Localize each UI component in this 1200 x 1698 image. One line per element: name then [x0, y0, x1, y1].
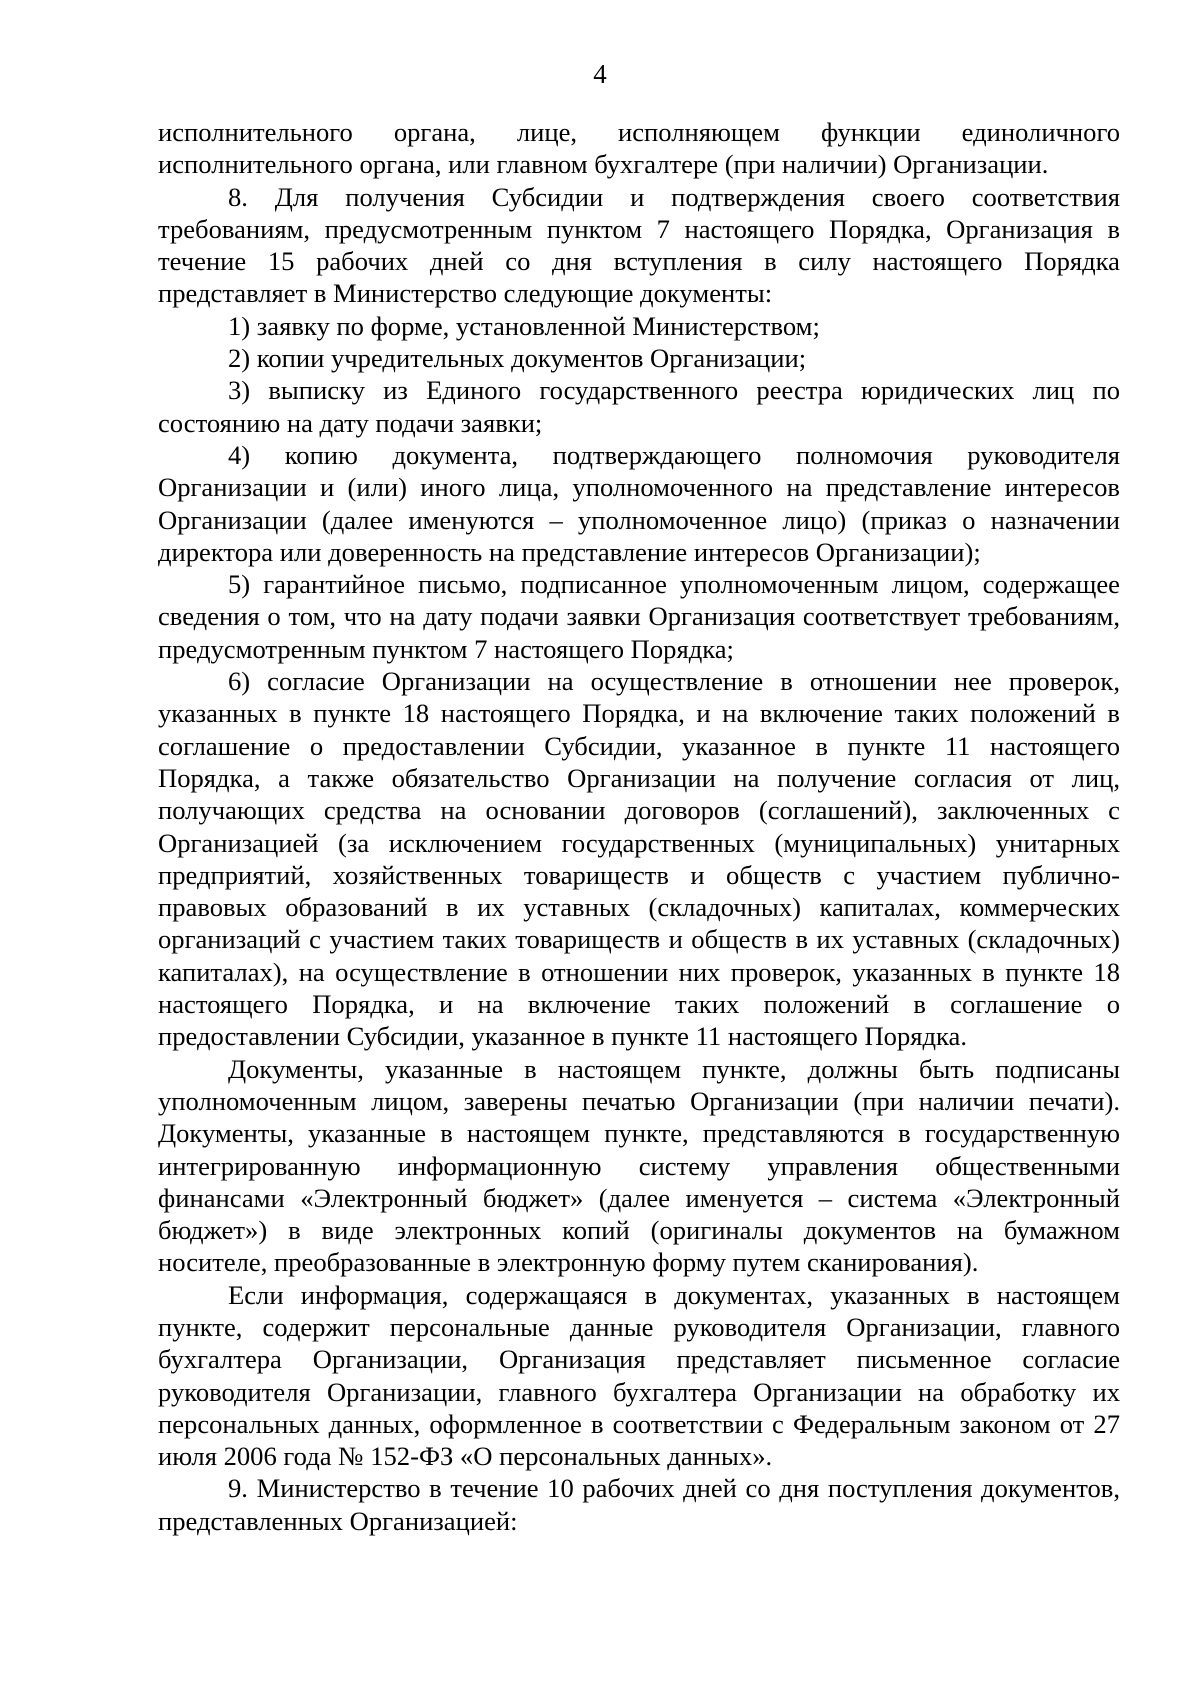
list-item-3: 3) выписку из Единого государственного реестра юридических лиц по состоянию на дату подачи заявки; — [158, 375, 1120, 438]
paragraph-continuation: исполнительного органа, лице, исполняющем функции единоличного исполнительного органа, или главном бухгалтере (при наличии) Организации. — [158, 117, 1120, 180]
paragraph-documents: Документы, указанные в настоящем пункте, должны быть подписаны уполномоченным лицом, заверены печатью Организации (при наличии печати). Документы, указанные в настоящем пункте, представляются в государственную интегрированную информационную систему управления общественными финансами «Электронный бюджет» (далее именуется – система «Электронный бюджет») в виде электронных копий (оригиналы документов на бумажном носителе, преобразованные в электронную форму путем сканирования). — [158, 1053, 1120, 1278]
list-item-6: 6) согласие Организации на осуществление в отношении нее проверок, указанных в пункте 18 настоящего Порядка, и на включение таких положений в соглашение о предоставлении Субсидии, указанное в пункте 11 настоящего Порядка, а также обязательство Организации на получение согласия от лиц, получающих средства на основании договоров (соглашений), заключенных с Организацией (за исключением государственных (муниципальных) унитарных предприятий, хозяйственных товариществ и обществ с участием публично-правовых образований в их уставных (складочных) капиталах, коммерческих организаций с участием таких товариществ и обществ в их уставных (складочных) капиталах), на осуществление в отношении них проверок, указанных в пункте 18 настоящего Порядка, и на включение таких положений в соглашение о предоставлении Субсидии, указанное в пункте 11 настоящего Порядка. — [158, 666, 1120, 1052]
paragraph-item-9: 9. Министерство в течение 10 рабочих дней со дня поступления документов, представленных Организацией: — [158, 1473, 1120, 1536]
page-number: 4 — [593, 59, 607, 89]
list-item-2: 2) копии учредительных документов Организации; — [228, 343, 807, 374]
paragraph-personal-data: Если информация, содержащаяся в документах, указанных в настоящем пункте, содержит персональные данные руководителя Организации, главного бухгалтера Организации, Организация представляет письменное согласие руководителя Организации, главного бухгалтера Организации на обработку их персональных данных, оформленное в соответствии с Федеральным законом от 27 июля 2006 года № 152-ФЗ «О персональных данных». — [158, 1279, 1120, 1472]
paragraph-item-8: 8. Для получения Субсидии и подтверждения своего соответствия требованиям, предусмотренным пунктом 7 настоящего Порядка, Организация в течение 15 рабочих дней со дня вступления в силу настоящего Порядка представляет в Министерство следующие документы: — [158, 181, 1120, 309]
list-item-1: 1) заявку по форме, установленной Министерством; — [228, 310, 820, 341]
document-body — [158, 116, 1120, 1537]
list-item-4: 4) копию документа, подтверждающего полномочия руководителя Организации и (или) иного лица, уполномоченного на представление интересов Организации (далее именуются – уполномоченное лицо) (приказ о назначении директора или доверенность на представление интересов Организации); — [158, 439, 1120, 567]
list-item-5: 5) гарантийное письмо, подписанное уполномоченным лицом, содержащее сведения о том, что на дату подачи заявки Организация соответствует требованиям, предусмотренным пунктом 7 настоящего Порядка; — [158, 569, 1120, 664]
